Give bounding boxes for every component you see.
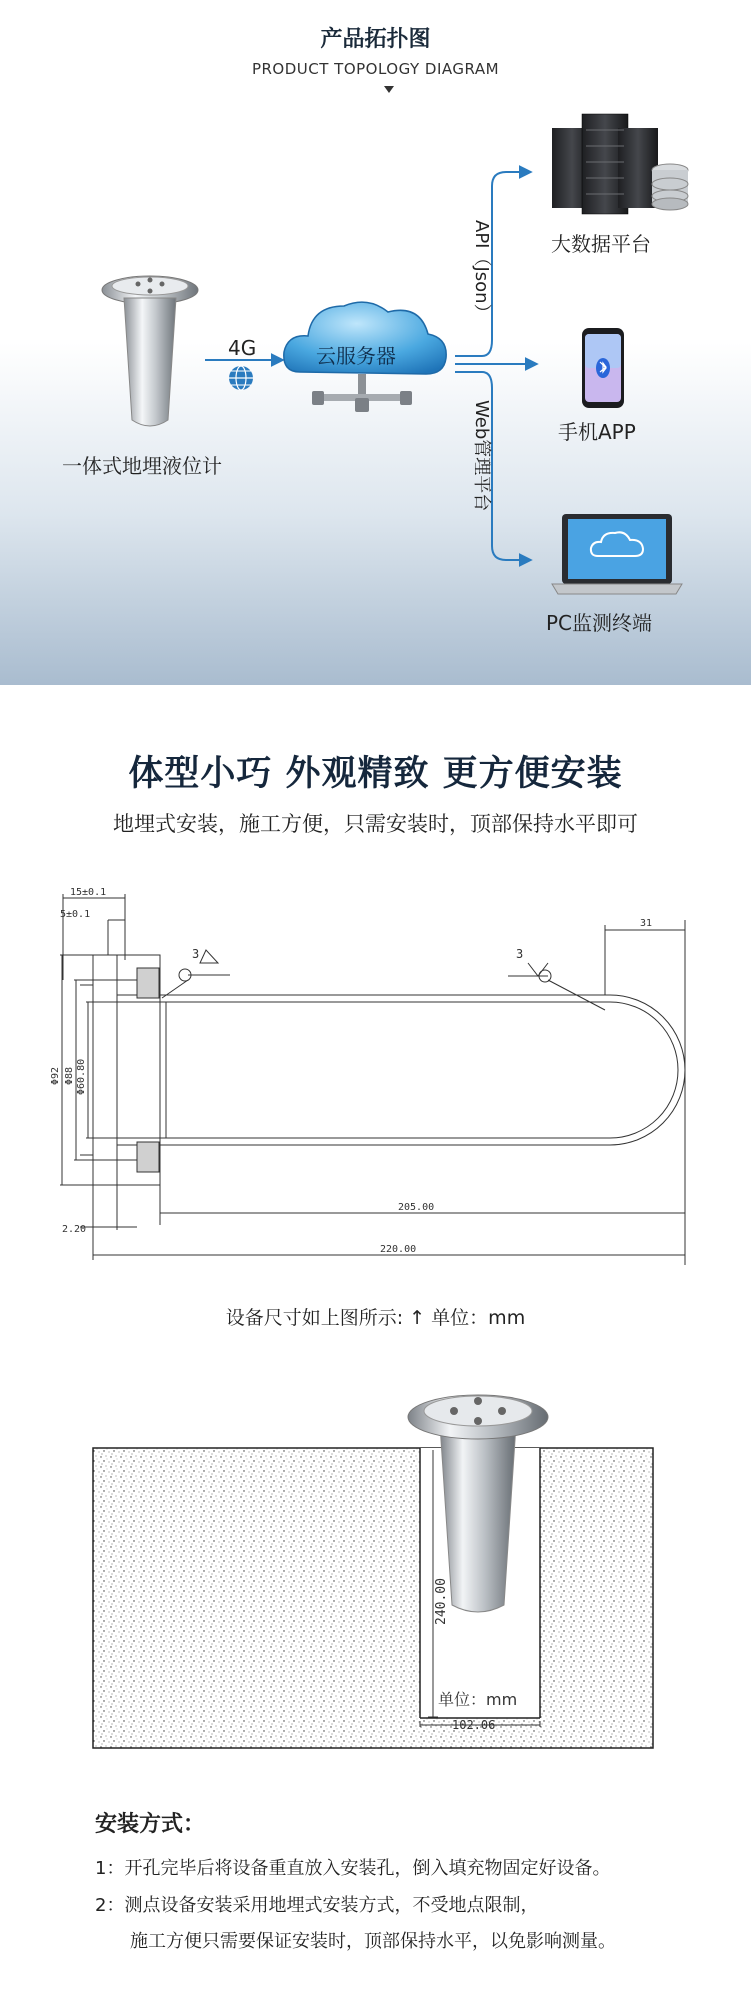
features-subtitle: 地埋式安装，施工方便，只需安装时，顶部保持水平即可	[113, 812, 638, 836]
topology-title: 产品拓扑图	[320, 27, 431, 52]
install-line-1: 1：开孔完毕后将设备重直放入安装孔，倒入填充物固定好设备。	[95, 1858, 611, 1879]
dim-5: 5±0.1	[60, 909, 91, 920]
installation-drawing	[0, 1355, 751, 1800]
depth-label: 240.00	[434, 1578, 449, 1625]
link-label: 4G	[228, 336, 257, 360]
server-icon	[552, 114, 688, 214]
dim-2-20: 2.20	[62, 1224, 87, 1235]
dim-205: 205.00	[398, 1202, 435, 1213]
web-label: Web管理平台	[471, 400, 492, 512]
dim-15: 15±0.1	[70, 887, 107, 898]
topology-section	[0, 0, 751, 685]
install-title: 安装方式：	[95, 1812, 206, 1837]
api-label: API（Json）	[471, 220, 492, 322]
phone-icon	[582, 328, 624, 408]
cloud-label: 云服务器	[316, 344, 396, 368]
globe-icon	[229, 366, 253, 390]
install-line-3: 施工方便只需要保证安装时，顶部保持水平，以免影响测量。	[130, 1931, 616, 1952]
device-label: 一体式地埋液位计	[62, 454, 222, 478]
dia-60: Φ60.80	[76, 1058, 87, 1095]
dim-220: 220.00	[380, 1244, 417, 1255]
unit-label: 单位：mm	[438, 1690, 518, 1709]
branch-arrows	[455, 172, 536, 560]
target-label-app: 手机APP	[558, 420, 636, 444]
dim-3-right: 3	[516, 947, 524, 961]
level-gauge-icon	[102, 276, 198, 426]
technical-drawing	[0, 880, 751, 1270]
dia-88: Φ88	[64, 1066, 75, 1085]
dim-31: 31	[640, 918, 653, 929]
width-label: 102.06	[452, 1718, 496, 1732]
topology-subtitle: PRODUCT TOPOLOGY DIAGRAM	[251, 60, 500, 78]
laptop-icon	[552, 514, 682, 594]
target-label-pc: PC监测终端	[546, 611, 653, 635]
target-label-bigdata: 大数据平台	[551, 232, 651, 256]
features-title: 体型小巧 外观精致 更方便安装	[128, 754, 623, 794]
size-caption: 设备尺寸如上图所示: ↑ 单位：mm	[225, 1307, 526, 1329]
install-line-2: 2：测点设备安装采用地埋式安装方式，不受地点限制，	[95, 1895, 539, 1916]
dim-3-left: 3	[192, 947, 200, 961]
dia-92: Φ92	[50, 1066, 61, 1085]
